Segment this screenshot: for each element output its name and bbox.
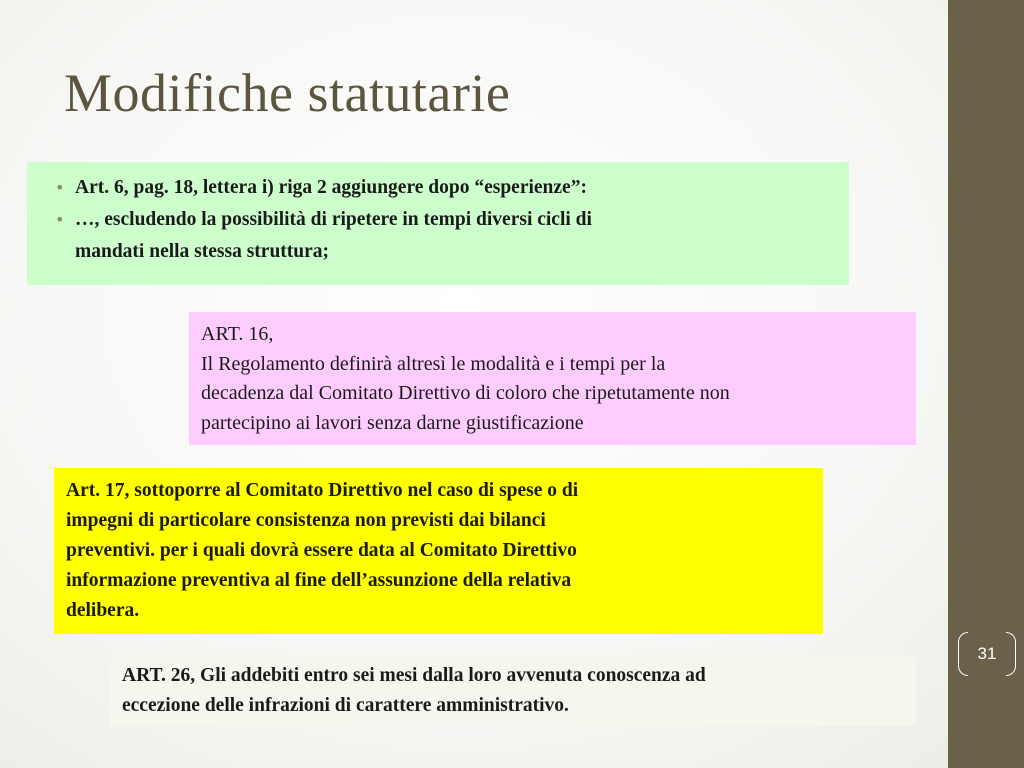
slide-title: Modifiche statutarie	[64, 63, 511, 123]
right-bracket-icon	[1006, 632, 1016, 676]
text-line: preventivi. per i quali dovrà essere data al Comitato Direttivo	[66, 540, 577, 561]
text-line: ART. 16,	[201, 323, 274, 345]
text-line: impegni di particolare consistenza non previsti dai bilanci	[66, 510, 546, 531]
bullet-icon: •	[55, 210, 65, 229]
art-26-amendment-box	[110, 655, 916, 726]
bullet-item	[55, 204, 835, 268]
text-line: decadenza dal Comitato Direttivo di coloro che ripetutamente non	[201, 382, 730, 404]
art-17-amendment-box	[54, 468, 823, 634]
bullet-text-line: Art. 6, pag. 18, lettera i) riga 2 aggiungere dopo “esperienze”:	[75, 177, 587, 198]
bullet-text-line: mandati nella stessa struttura;	[75, 241, 330, 262]
page-number-badge	[958, 632, 1016, 676]
page-number: 31	[977, 644, 997, 663]
text-line: eccezione delle infrazioni di carattere amministrativo.	[122, 695, 569, 716]
text-line: informazione preventiva al fine dell’assunzione della relativa	[66, 570, 572, 591]
art-6-amendment-box	[27, 162, 849, 285]
bullet-list	[55, 172, 835, 268]
bullet-text-line: …, escludendo la possibilità di ripetere in tempi diversi cicli di	[75, 209, 592, 230]
text-line: Art. 17, sottoporre al Comitato Direttivo nel caso di spese o di	[66, 480, 579, 501]
left-bracket-icon	[958, 632, 968, 676]
text-line: ART. 26, Gli addebiti entro sei mesi dalla loro avvenuta conoscenza ad	[122, 665, 706, 686]
text-line: partecipino ai lavori senza darne giustificazione	[201, 411, 584, 434]
text-line: Il Regolamento definirà altresì le modalità e i tempi per la	[201, 352, 666, 375]
text-line: delibera.	[66, 600, 140, 621]
bullet-item	[55, 172, 835, 204]
bullet-icon: •	[55, 178, 65, 197]
art-16-amendment-box	[189, 312, 916, 445]
